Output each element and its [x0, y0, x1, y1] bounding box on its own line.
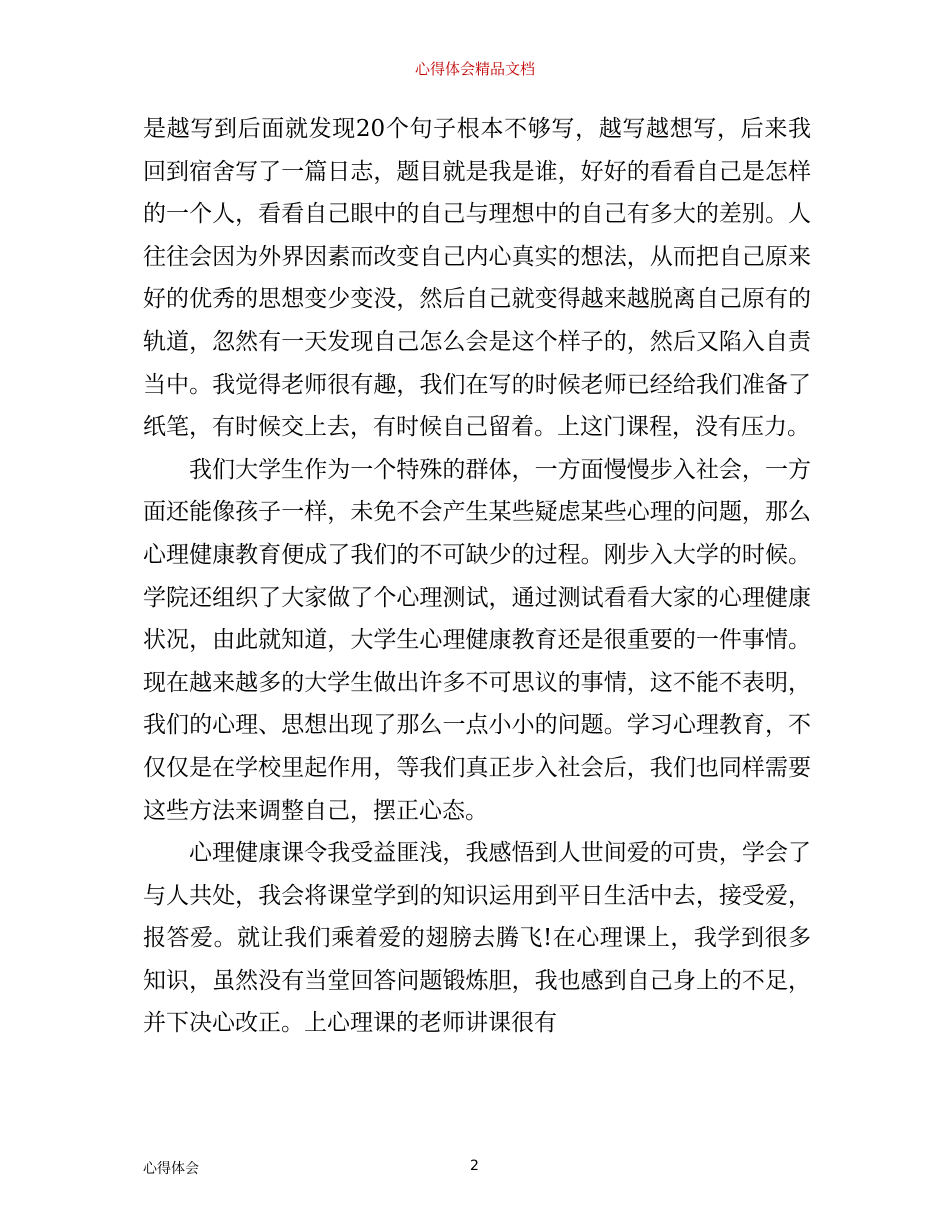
- page-header-title: 心得体会精品文档: [414, 60, 535, 78]
- page-number: 2: [470, 1158, 479, 1174]
- paragraph-1: 是越写到后面就发现20个句子根本不够写，越写越想写，后来我回到宿舍写了一篇日志，题目就是我是谁，好好的看看自己是怎样的一个人，看看自己眼中的自己与理想中的自己有多大的差别。人往往会因为外界因素而改变自己内心真实的想法，从而把自己原来好的优秀的思想变少变没，然后自己就变得越来越脱离自己原有的轨道，忽然有一天发现自己怎么会是这个样子的，然后又陷入自责当中。我觉得老师很有趣，我们在写的时候老师已经给我们准备了纸笔，有时候交上去，有时候自己留着。上这门课程，没有压力。: [143, 116, 811, 441]
- paragraph-2: 我们大学生作为一个特殊的群体，一方面慢慢步入社会，一方面还能像孩子一样，未免不会产生某些疑虑某些心理的问题，那么心理健康教育便成了我们的不可缺少的过程。刚步入大学的时候。学院还组织了大家做了个心理测试，通过测试看看大家的心理健康状况，由此就知道，大学生心理健康教育还是很重要的一件事情。现在越来越多的大学生做出许多不可思议的事情，这不能不表明，我们的心理、思想出现了那么一点小小的问题。学习心理教育，不仅仅是在学校里起作用，等我们真正步入社会后，我们也同样需要这些方法来调整自己，摆正心态。: [143, 456, 811, 824]
- footer-label: 心得体会: [143, 1161, 199, 1177]
- document-body: [143, 108, 811, 1045]
- paragraph-3: 心理健康课令我受益匪浅，我感悟到人世间爱的可贵，学会了与人共处，我会将课堂学到的知识运用到平日生活中去，接受爱，报答爱。就让我们乘着爱的翅膀去腾飞!在心理课上，我学到很多知识，虽然没有当堂回答问题锻炼胆，我也感到自己身上的不足，并下决心改正。上心理课的老师讲课很有: [143, 840, 811, 1037]
